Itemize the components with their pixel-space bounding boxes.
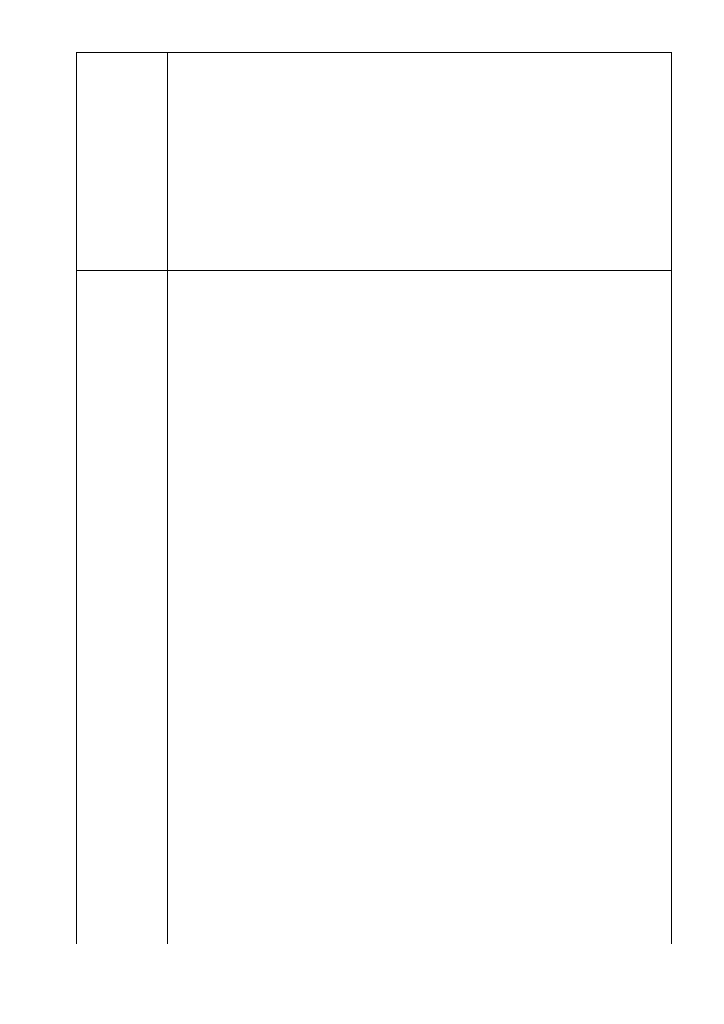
row-divider xyxy=(76,270,672,271)
column-divider xyxy=(167,52,168,944)
table-top-border xyxy=(76,52,672,53)
table-frame xyxy=(76,52,672,944)
